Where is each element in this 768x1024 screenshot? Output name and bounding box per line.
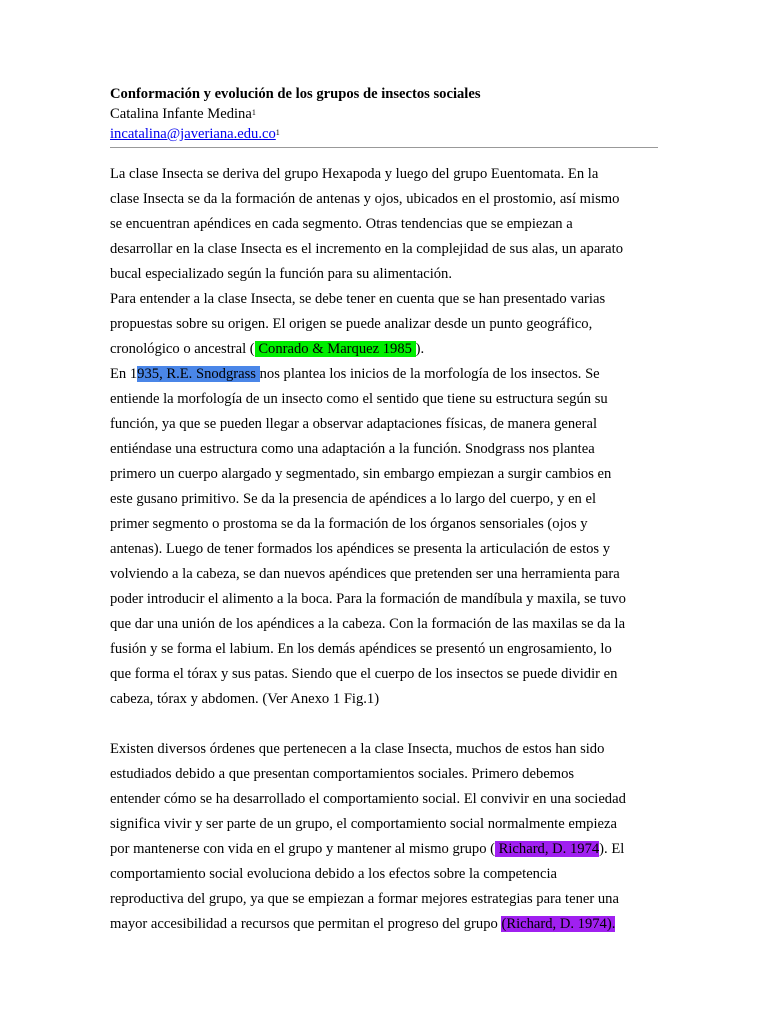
- paragraph-line: [110, 837, 658, 862]
- paragraph-line: que forma el tórax y sus patas. Siendo que el cuerpo de los insectos se puede dividir en: [110, 666, 618, 682]
- paragraph-line: significa vivir y ser parte de un grupo, el comportamiento social normalmente empieza: [110, 816, 617, 832]
- paragraph-line: bucal especializado según la función para su alimentación.: [110, 266, 453, 282]
- paragraph-line: antenas). Luego de tener formados los apéndices se presenta la articulación de estos y: [110, 541, 611, 557]
- citation-highlight-snodgrass: 935, R.E. Snodgrass: [137, 366, 260, 382]
- document-body: [110, 162, 658, 937]
- document-page: [110, 84, 658, 937]
- citation-highlight-richard: (Richard, D. 1974).: [501, 916, 616, 932]
- paragraph-line: entiende la morfología de un insecto como el sentido que tiene su estructura según su: [110, 391, 608, 407]
- paragraph-line: estudiados debido a que presentan comportamientos sociales. Primero debemos: [110, 766, 575, 782]
- paragraph-line: función, ya que se pueden llegar a observar adaptaciones físicas, de manera general: [110, 416, 598, 432]
- paragraph-line: primer segmento o prostoma se da la formación de los órganos sensoriales (ojos y: [110, 516, 588, 532]
- author-name: Catalina Infante Medina: [110, 106, 252, 122]
- email-footnote-mark: 1: [275, 128, 280, 137]
- citation-highlight-conrado: Conrado & Marquez 1985: [254, 341, 416, 357]
- author-email-link[interactable]: incatalina@javeriana.edu.co: [110, 126, 276, 142]
- text-run: ).: [415, 341, 425, 357]
- paragraph-line: primero un cuerpo alargado y segmentado, sin embargo empiezan a surgir cambios en: [110, 466, 612, 482]
- paragraph-line: este gusano primitivo. Se da la presencia de apéndices a lo largo del cuerpo, y en el: [110, 491, 597, 507]
- paragraph-line: [110, 912, 658, 937]
- paragraph-line: cabeza, tórax y abdomen. (Ver Anexo 1 Fig.1): [110, 691, 380, 707]
- paragraph-2: [110, 287, 658, 362]
- paragraph-line: poder introducir el alimento a la boca. Para la formación de mandíbula y maxila, se tuvo: [110, 591, 626, 607]
- text-run: por mantenerse con vida en el grupo y mantener al mismo grupo (: [110, 841, 495, 857]
- paragraph-line: volviendo a la cabeza, se dan nuevos apéndices que pretenden ser una herramienta para: [110, 566, 620, 582]
- paragraph-line: Para entender a la clase Insecta, se debe tener en cuenta que se han presentado varias: [110, 291, 606, 307]
- author-footnote-mark: 1: [251, 108, 256, 117]
- paragraph-line: [110, 337, 658, 362]
- paragraph-4: [110, 737, 658, 937]
- paragraph-line: se encuentran apéndices en cada segmento. Otras tendencias que se empiezan a: [110, 216, 573, 232]
- text-run: En 1: [110, 366, 138, 382]
- text-run: mayor accesibilidad a recursos que permitan el progreso del grupo: [110, 916, 502, 932]
- paragraph-line: [110, 362, 658, 387]
- paragraph-line: propuestas sobre su origen. El origen se puede analizar desde un punto geográfico,: [110, 316, 593, 332]
- paragraph-line: reproductiva del grupo, ya que se empiezan a formar mejores estrategias para tener una: [110, 891, 619, 907]
- paragraph-line: que dar una unión de los apéndices a la cabeza. Con la formación de las maxilas se da la: [110, 616, 626, 632]
- paragraph-line: comportamiento social evoluciona debido a los efectos sobre la competencia: [110, 866, 557, 882]
- paragraph-line: entender cómo se ha desarrollado el comportamiento social. El convivir en una sociedad: [110, 791, 626, 807]
- document-title: Conformación y evolución de los grupos de insectos sociales: [110, 86, 481, 102]
- paragraph-3: [110, 362, 658, 712]
- paragraph-line: Existen diversos órdenes que pertenecen a la clase Insecta, muchos de estos han sido: [110, 741, 605, 757]
- paragraph-line: entiéndase una estructura como una adaptación a la función. Snodgrass nos plantea: [110, 441, 595, 457]
- citation-highlight-richard: Richard, D. 1974: [495, 841, 600, 857]
- paragraph-line: clase Insecta se da la formación de antenas y ojos, ubicados en el prostomio, así mismo: [110, 191, 620, 207]
- author-line: [110, 104, 658, 124]
- paragraph-line: fusión y se forma el labium. En los demás apéndices se presentó un engrosamiento, lo: [110, 641, 612, 657]
- paragraph-1: [110, 162, 658, 287]
- text-run: cronológico o ancestral (: [110, 341, 255, 357]
- text-run: nos plantea los inicios de la morfología de los insectos. Se: [259, 366, 600, 382]
- paragraph-spacer: [110, 712, 658, 737]
- header-divider: [110, 147, 658, 148]
- email-line: [110, 124, 658, 144]
- paragraph-line: desarrollar en la clase Insecta es el incremento en la complejidad de sus alas, un aparato: [110, 241, 623, 257]
- text-run: ). El: [599, 841, 625, 857]
- paragraph-line: La clase Insecta se deriva del grupo Hexapoda y luego del grupo Euentomata. En la: [110, 166, 599, 182]
